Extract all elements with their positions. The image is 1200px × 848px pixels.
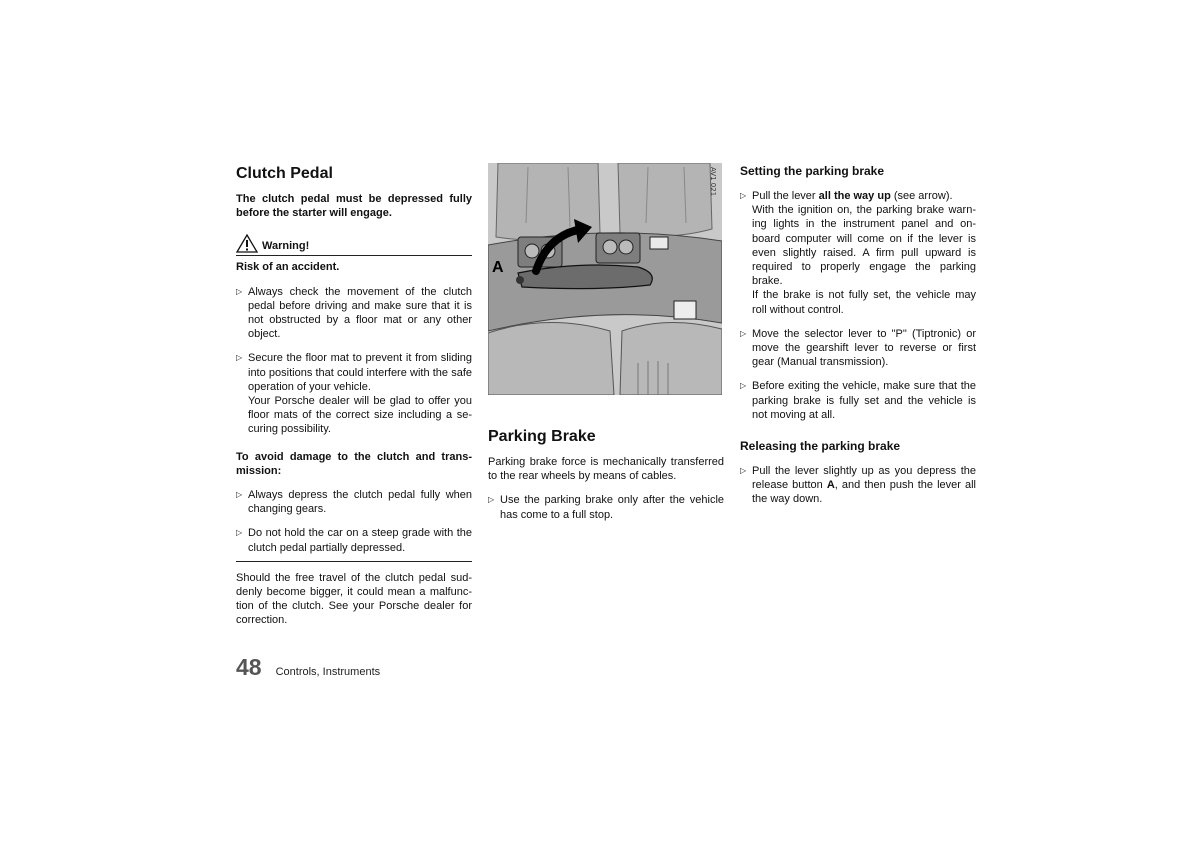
section-title-parking-brake: Parking Brake: [488, 428, 596, 445]
bullet-text-extra: Your Porsche dealer will be glad to offer you floor mats of the correct size including a se-curing possibility.: [248, 395, 472, 436]
list-item: [740, 327, 976, 370]
bullet-text: Secure the floor mat to prevent it from sliding into positions that could interfere with the safe operation of your vehicle.: [248, 352, 472, 393]
list-item: [740, 189, 976, 317]
bullet-text: Before exiting the vehicle, make sure that the parking brake is fully set and the vehicle is not moving at all.: [752, 380, 976, 421]
bullet-text: (see arrow).: [890, 190, 953, 202]
section-label: Controls, Instruments: [275, 666, 381, 678]
warning-label: Warning!: [262, 240, 310, 253]
bullet-text: Always depress the clutch pedal fully when changing gears.: [248, 489, 472, 516]
warning-triangle-icon: [236, 234, 258, 253]
bullet-text-extra: With the ignition on, the parking brake warn-ing lights in the instrument panel and on-board computer will come on if the lever is even slightly raised. A firm pull upward is required to properly engage the parking brake.: [752, 204, 976, 288]
list-item: [740, 379, 976, 422]
divider: [236, 561, 472, 562]
bullet-text: Do not hold the car on a steep grade with the clutch pedal partially depressed.: [248, 527, 472, 554]
right-column: [740, 163, 976, 507]
page-footer: [236, 654, 381, 680]
bullet-text: Move the selector lever to "P" (Tiptronic) or move the gearshift lever to reverse or first gear (Manual transmission).: [752, 327, 976, 369]
bullet-emphasis: all the way up: [818, 190, 891, 202]
clutch-note: Should the free travel of the clutch pedal sud-denly become bigger, it could mean a malfunc-tion of the clutch. See your Porsche dealer for correction.: [236, 571, 472, 627]
bullet-text-extra: If the brake is not fully set, the vehicle may roll without control.: [752, 289, 976, 316]
bullet-text: Pull the lever slightly up as you depress the release button: [752, 465, 976, 492]
figure-label-a: A: [492, 259, 504, 276]
figure-code: AV1 021: [709, 167, 717, 197]
bullet-text: , and then push the lever all the way down.: [752, 479, 976, 506]
list-item: [236, 526, 472, 554]
bullet-emphasis: A: [826, 479, 835, 492]
section-title-clutch-pedal: Clutch Pedal: [236, 165, 333, 182]
bullet-text: Always check the movement of the clutch pedal before driving and make sure that it is not obstructed by a floor mat or any other object.: [248, 285, 472, 341]
bullet-text: Use the parking brake only after the vehicle has come to a full stop.: [500, 494, 724, 521]
list-item: [236, 285, 472, 342]
setting-heading: Setting the parking brake: [740, 164, 885, 178]
damage-heading: To avoid damage to the clutch and trans-mission:: [236, 450, 472, 477]
risk-text: Risk of an accident.: [236, 261, 340, 274]
parking-brake-intro: Parking brake force is mechanically transferred to the rear wheels by means of cables.: [488, 456, 724, 483]
bullet-text: Pull the lever: [752, 190, 819, 202]
warning-header: [236, 234, 472, 256]
left-column: [236, 163, 472, 628]
parking-brake-drawing: [488, 163, 722, 395]
list-item: [236, 351, 472, 436]
list-item: [236, 488, 472, 516]
middle-column: [488, 163, 724, 522]
clutch-intro: The clutch pedal must be depressed fully before the starter will engage.: [236, 193, 472, 220]
releasing-heading: Releasing the parking brake: [740, 439, 901, 454]
list-item: [740, 464, 976, 507]
page-number: 48: [236, 654, 262, 680]
parking-brake-illustration: [488, 163, 722, 395]
list-item: [488, 493, 724, 521]
